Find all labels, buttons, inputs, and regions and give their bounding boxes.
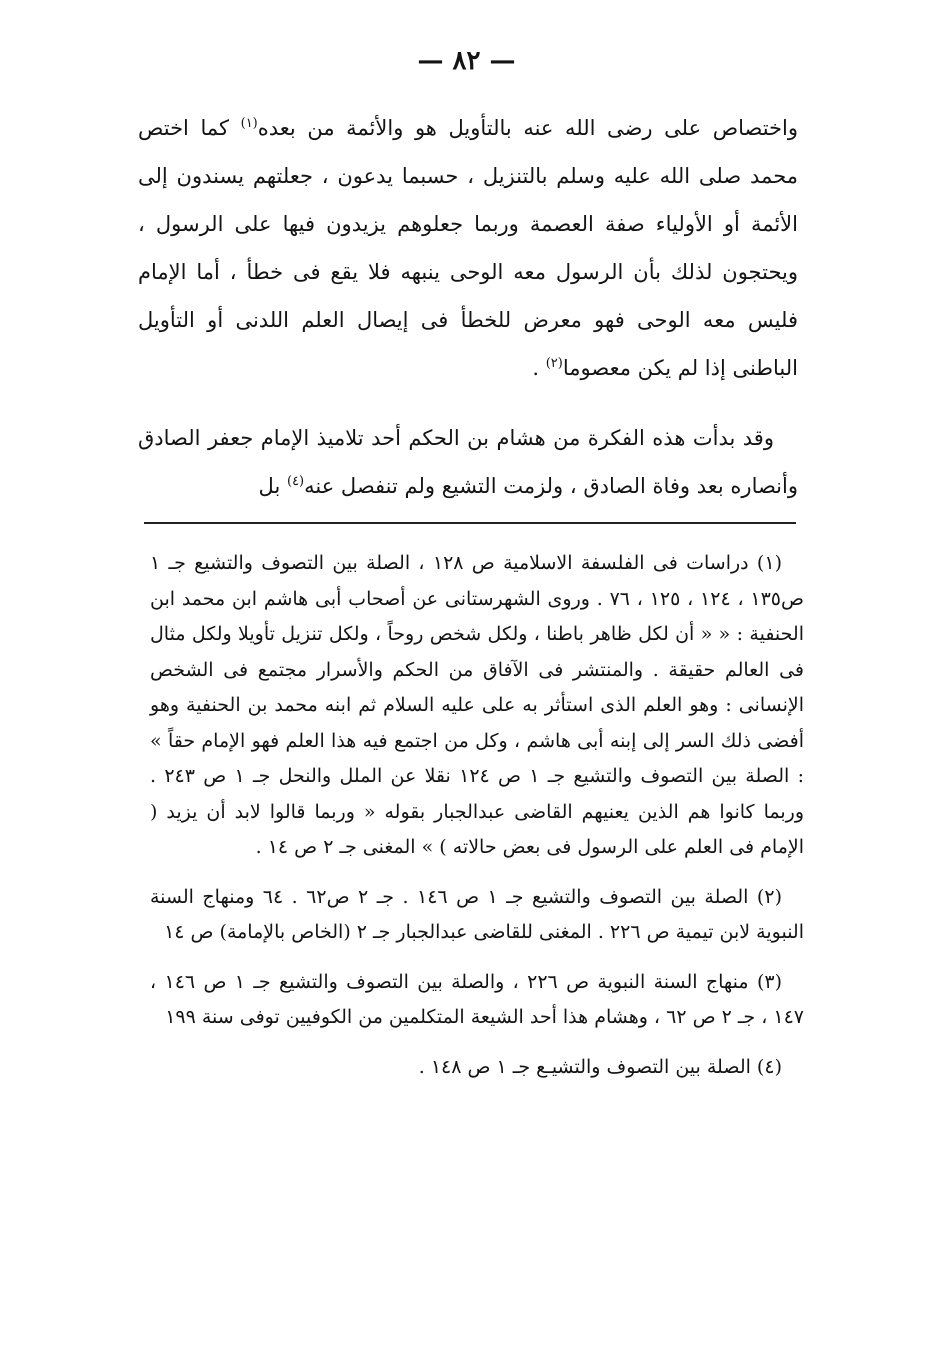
paragraph-2-start: وقد بدأت هذه الفكرة من هشام بن الحكم أحد تلاميذ الإمام جعفر الصادق وأنصاره بعد وفاة الصادق ، ولزمت التشيع ولم تنفصل عنه: [138, 426, 798, 498]
footnote-1: (١) دراسات فى الفلسفة الاسلامية ص ١٢٨ ، الصلة بين التصوف والتشيع جـ ١ ص١٣٥ ، ١٢٤ ، ١٢٥ ، ٧٦ . وروى الشهرستانى عن أصحاب أبى هاشم ابن محمد ابن الحنفية : « « أن لكل ظاهر باطنا ، ولكل شخص روحاً ، ولكل تنزيل تأويلا ولكل مثال فى العالم حقيقة . والمنتشر فى الآفاق من الحكم والأسرار مجتمع فى الشخص الإنسانى : وهو العلم الذى استأثر به على عليه السلام ثم ابنه محمد بن الحنفية وهو أفضى ذلك السر إلى إبنه أبى هاشم ، وكل من اجتمع فيه هذا العلم فهو الإمام حقاً » : الصلة بين التصوف والتشيع جـ ١ ص ١٢٤ نقلا عن الملل والنحل جـ ١ ص ٢٤٣ . وربما كانوا هم الذين يعنيهم القاضى عبدالجبار بقوله « وربما قالوا لابد أن يزيد ( الإمام فى العلم على الرسول فى بعض حالاته ) » المغنى جـ ٢ ص ١٤ .: [150, 552, 804, 858]
paragraph-1-continuation: كما اختص محمد صلى الله عليه وسلم بالتنزيل ، حسبما يدعون ، جعلتهم يسندون إلى الأئمة أو الأولياء صفة العصمة وربما جعلوهم يزيدون فيها على الرسول ، ويحتجون لذلك بأن الرسول معه الوحى ينبهه فلا يقع فى خطأ ، أما الإمام فليس معه الوحى فهو معرض للخطأ فى إيصال العلم اللدنى أو التأويل الباطنى إذا لم يكن معصوما: [138, 116, 798, 380]
footnote-4: (٤) الصلة بين التصوف والتشيـع جـ ١ ص ١٤٨ .: [418, 1055, 782, 1078]
footnote-ref-4: (٤): [286, 474, 305, 489]
footnotes: [150, 546, 804, 1099]
paragraph-1-start: واختصاص على رضى الله عنه بالتأويل هو والأئمة من بعده: [257, 116, 798, 140]
page-number: — ٨٢ —: [417, 46, 516, 76]
paragraph-1-text: [138, 104, 798, 392]
footnote-ref-2: (٢): [545, 356, 563, 371]
footnote-divider: [144, 522, 796, 524]
paragraph-2: [138, 414, 798, 510]
paragraph-1: [138, 104, 798, 392]
paragraph-2-text: [138, 414, 798, 510]
footnote-3: (٣) منهاج السنة النبوية ص ٢٢٦ ، والصلة بين التصوف والتشيع جـ ١ ص ١٤٦ ، ١٤٧ ، جـ ٢ ص ٦٢ ، وهشام هذا أحد الشيعة المتكلمين من الكوفيين توفى سنة ١٩٩: [150, 970, 804, 1028]
footnote-ref-1: (١): [240, 116, 258, 131]
paragraph-1-end: .: [532, 356, 546, 380]
footnote-2: (٢) الصلة بين التصوف والتشيع جـ ١ ص ١٤٦ . جـ ٢ ص٦٢ . ٦٤ ومنهاج السنة النبوية لابن تيمية ص ٢٢٦ . المغنى للقاضى عبدالجبار جـ ٢ (الخاص بالإمامة) ص ١٤: [150, 885, 804, 943]
paragraph-2-end: بل: [258, 474, 287, 498]
